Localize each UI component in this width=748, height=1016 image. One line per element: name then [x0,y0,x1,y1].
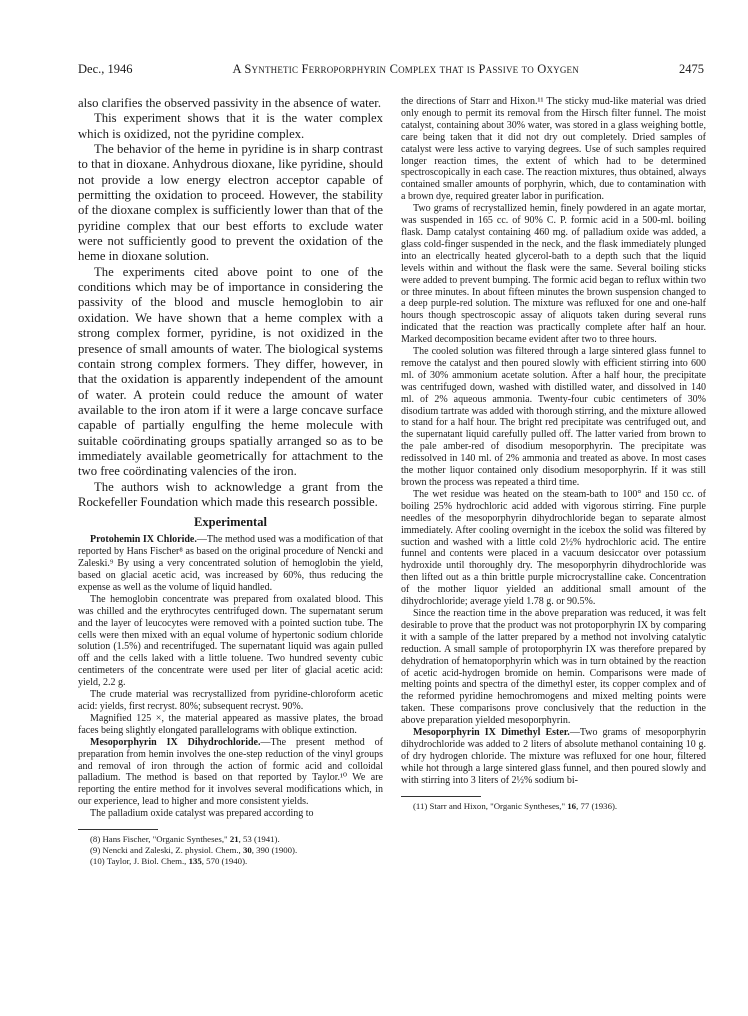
paragraph-mesoporphyrin [78,737,383,808]
paragraph-protohemin [78,534,383,594]
acknowledgement: The authors wish to acknowledge a grant from the Rockefeller Foundation which made this research possible. [78,479,383,509]
paragraph: Magnified 125 ×, the material appeared as massive plates, the broad faces being slightly elongated parallelograms with oblique extinction. [78,712,383,736]
footnote: (8) Hans Fischer, "Organic Syntheses," 21, 53 (1941). [90,834,280,845]
running-header [78,62,704,78]
paragraph: The palladium oxide catalyst was prepared according to [90,808,314,820]
runin-heading: Mesoporphyrin IX Dihydrochloride. [90,736,261,748]
paragraph: The hemoglobin concentrate was prepared from oxalated blood. This was chilled and the erythrocytes centrifuged down. The supernatant serum and the layer of leucocytes were removed with a pointed suction tube. The cells were then mixed with an equal volume of hypertonic sodium chloride solution (1.5%) and recentrifuged. The supernatant liquid was again pulled off and the cells laked with a little toluene. Two hundred seventy cubic centimeters of the concentrate were used per liter of glacial acetic acid: yield, 2.2 g. [78,593,383,689]
right-column [401,96,706,986]
left-column [78,96,383,986]
paragraph: The experiments cited above point to one of the conditions which may be of importance in considering the passivity of the blood and muscle hemoglobin to air oxidation. We have shown that a heme complex with a strong complex former, pyridine, is not oxidized in the presence of small amounts of water. The biological systems contain strong complex formers. They differ, however, in that the oxidation is apparently independent of the amount of water. A protein could reduce the amount of water available to the iron atom if it were a large concave surface capable of partially engulfing the heme molecule with suitable coördinating groups spatially arranged so as to be immediately available geometrically for attachment to the two free coördinating valencies of the iron. [78,264,383,479]
paragraph-text: —Two grams of mesoporphyrin dihydrochloride was added to 2 liters of absolute methanol containing 10 g. of dry hydrogen chloride. The mixture was refluxed for one hour, filtered while hot through a large sintered glass funnel, and then poured slowly and with stirring into 3 liters of 2½% sodium bi- [401,727,706,786]
footnote: (11) Starr and Hixon, "Organic Syntheses," 16, 77 (1936). [413,800,618,811]
footnote-rule [78,829,158,830]
footnote: (10) Taylor, J. Biol. Chem., 135, 570 (1940). [90,856,248,867]
page-number: 2475 [679,62,704,76]
paragraph: This experiment shows that it is the water complex which is oxidized, not the pyridine complex. [78,111,383,141]
paragraph-text: —The method used was a modification of that reported by Hans Fischer⁸ as based on the original procedure of Nencki and Zaleski.⁹ By using a very concentrated solution of hemoglobin the yield, based on glacial acetic acid, was increased by 60%, thus reducing the expense as well as the volume of liquid handled. [78,534,383,593]
paragraph: The behavior of the heme in pyridine is in sharp contrast to that in dioxane. Anhydrous dioxane, like pyridine, should not provide a low energy electron acceptor capable of permitting the oxidation to proceed. However, the stability of the dioxane complex is sufficiently lower than that of the pyridine complex that our best efforts to exclude water were not sufficiently good to prevent the oxidation of the heme in dioxane solution. [78,142,383,264]
runin-heading: Mesoporphyrin IX Dimethyl Ester. [413,727,570,739]
paragraph: also clarifies the observed passivity in the absence of water. [78,96,381,110]
header-title: A Synthetic Ferroporphyrin Complex that is Passive to Oxygen [232,62,579,76]
footnote: (9) Nencki and Zaleski, Z. physiol. Chem., 30, 390 (1900). [90,845,298,856]
section-heading-experimental: Experimental [194,515,267,530]
header-date: Dec., 1946 [78,62,133,76]
paragraph-dimethyl-ester [401,727,706,787]
paragraph: The wet residue was heated on the steam-bath to 100° and 150 cc. of boiling 25% hydrochloric acid added with vigorous stirring. Fine purple needles of the mesoporphyrin dihydrochloride began to separate almost immediately. After cooling overnight in the icebox the solid was filtered by suction and washed with a little cold 2½% hydrochloric acid. The entire funnel and contents were placed in a vacuum desiccator over potassium hydroxide until thoroughly dry. The mesoporphyrin dihydrochloride was then lifted out as a thin brittle purple microcrystalline cake. Concentration of the mother liquor yielded an additional small amount of the dihydrochloride; average yield 1.78 g. or 90.5%. [401,488,706,608]
paragraph: Two grams of recrystallized hemin, finely powdered in an agate mortar, was suspended in 165 cc. of 90% C. P. formic acid in a 500-ml. boiling flask. Damp catalyst containing 460 mg. of palladium oxide was added, a glass cold-finger suspended in the neck, and the flask immediately plunged into an electrically heated glycerol-bath to a depth such that the liquid levels within and without the flask were the same. Several boiling sticks were added to prevent bumping. The formic acid began to reflux within two or three minutes. In about fifteen minutes the brown suspension changed to a deep purple-red solution. The mixture was refluxed for one and one-half hours though spectroscopic assay of aliquots taken during several runs indicated that the reaction was practically complete after half an hour. Marked decomposition became evident after two to three hours. [401,203,706,346]
paragraph: The crude material was recrystallized from pyridine-chloroform acetic acid: yields, first recryst. 80%; subsequent recryst. 90%. [78,689,383,712]
footnote-rule [401,796,481,797]
runin-heading: Protohemin IX Chloride. [90,534,197,546]
paragraph: the directions of Starr and Hixon.¹¹ The sticky mud-like material was dried only enough to permit its removal from the Hirsch filter funnel. The moist catalyst, containing about 30% water, was stored in a glass weighing bottle, care being taken that it did not dry out completely. Dried samples of catalyst were less active to varying degrees. Use of such samples required longer reaction times, the extent of which had to be determined spectroscopically in each case. The reaction mixtures, thus obtained, always contained smaller amounts of porphyrin, which, due to contamination with a brown dye, required greater labor in purification. [401,96,706,203]
paragraph: The cooled solution was filtered through a large sintered glass funnel to remove the catalyst and then poured slowly with efficient stirring into 600 ml. of 30% ammonium acetate solution. After a half hour, the precipitate was centrifuged down, washed with distilled water, and dissolved in 140 ml. of 2% aqueous ammonia. Twenty-four cubic centimeters of 30% disodium tartrate was added with thorough stirring, and the mixture allowed to stand for a half hour. The bright red precipitate was centrifuged out, and the supernatant liquid carefully pulled off. The latter varied from brown to the pale amber-red of disodium mesoporphyrin. The precipitate was redissolved in 140 ml. of 2% ammonia and treated as above. In most cases the mother liquor contained only disodium mesoporphyrin. If it was still brown the process was repeated a third time. [401,346,706,488]
paragraph: Since the reaction time in the above preparation was reduced, it was felt desirable to prove that the product was not protoporphyrin IX by comparing it with a sample of the latter prepared by a method not involving catalytic reduction. A small sample of protoporphyrin IX was therefore prepared by dehydration of hematoporphyrin which was in turn obtained by the reaction of acetic acid-hydrogen bromide on hemin. Comparisons were made of melting points and spectra of the dimethyl ester, its copper complex and of the reformed pyridine hemochromogens and mixed melting points were taken. These comparisons prove conclusively that the reduction in the above preparation yielded mesoporphyrin. [401,607,706,727]
paragraph-text: —The present method of preparation from hemin involves the one-step reduction of the vinyl groups and removal of iron through the action of formic acid and colloidal palladium. The method is based on that reported by Taylor.¹⁰ We are reporting the entire method for it involves several modifications which, in our experience, lead to higher and more consistent yields. [78,736,383,808]
